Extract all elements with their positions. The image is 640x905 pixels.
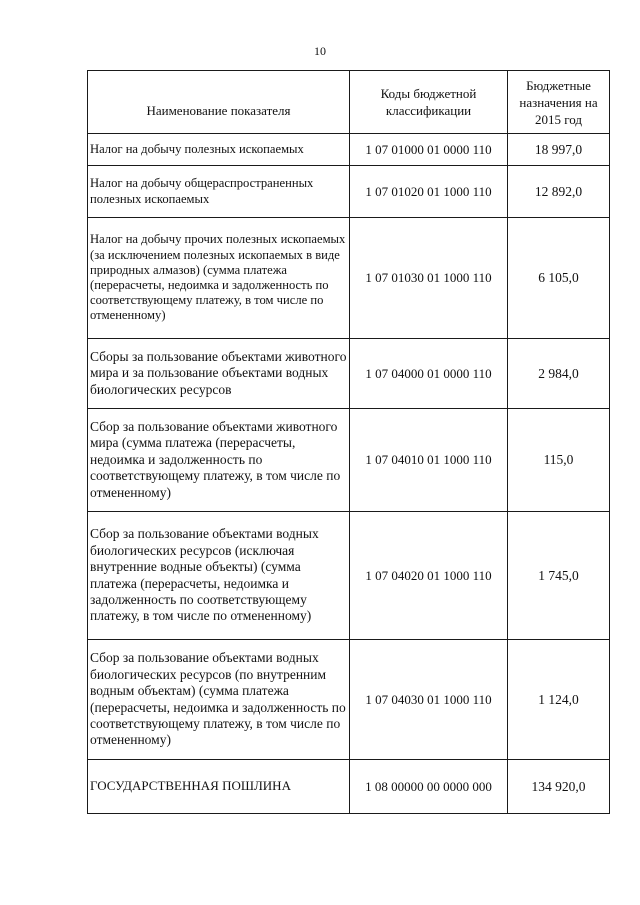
table-row (88, 339, 610, 409)
row-amount: 115,0 (508, 409, 610, 512)
row-name: Налог на добычу полезных ископаемых (88, 134, 350, 166)
row-code: 1 07 01000 01 0000 110 (350, 134, 508, 166)
page-number: 10 (314, 44, 326, 58)
header-code: Коды бюджетной классификации (350, 71, 508, 134)
table-row (88, 409, 610, 512)
budget-table (87, 70, 610, 814)
table-row (88, 134, 610, 166)
row-name: Сбор за пользование объектами водных биологических ресурсов (исключая внутренние водные объекты) (сумма платежа (перерасчеты, недоимка и задолженность по соответствующему платежу, в том числе по отмененному) (88, 512, 350, 640)
table-header-row (88, 71, 610, 134)
row-amount: 2 984,0 (508, 339, 610, 409)
row-amount: 134 920,0 (508, 760, 610, 814)
table-row (88, 760, 610, 814)
row-name: Сбор за пользование объектами водных биологических ресурсов (по внутренним водным объектам) (сумма платежа (перерасчеты, недоимка и задолженность по соответствующему платежу, в том числе по отмененному) (88, 640, 350, 760)
row-name: Сборы за пользование объектами животного мира и за пользование объектами водных биологических ресурсов (88, 339, 350, 409)
header-amount: Бюджетные назначения на 2015 год (508, 71, 610, 134)
table-row (88, 512, 610, 640)
row-amount: 6 105,0 (508, 218, 610, 339)
row-name: Сбор за пользование объектами животного мира (сумма платежа (перерасчеты, недоимка и задолженность по соответствующему платежу, в том числе по отмененному) (88, 409, 350, 512)
row-amount: 1 745,0 (508, 512, 610, 640)
row-code: 1 07 04030 01 1000 110 (350, 640, 508, 760)
row-code: 1 07 01020 01 1000 110 (350, 166, 508, 218)
row-name: Налог на добычу общераспространенных полезных ископаемых (88, 166, 350, 218)
table-row (88, 640, 610, 760)
row-code: 1 07 01030 01 1000 110 (350, 218, 508, 339)
row-code: 1 08 00000 00 0000 000 (350, 760, 508, 814)
row-code: 1 07 04010 01 1000 110 (350, 409, 508, 512)
row-amount: 18 997,0 (508, 134, 610, 166)
table-row (88, 166, 610, 218)
row-name: ГОСУДАРСТВЕННАЯ ПОШЛИНА (88, 760, 350, 814)
row-name: Налог на добычу прочих полезных ископаемых (за исключением полезных ископаемых в виде природных алмазов) (сумма платежа (перерасчеты, недоимка и задолженность по соответствующему платежу, в том числе по отмененному) (88, 218, 350, 339)
header-name: Наименование показателя (88, 71, 350, 134)
row-amount: 1 124,0 (508, 640, 610, 760)
table-row (88, 218, 610, 339)
row-amount: 12 892,0 (508, 166, 610, 218)
row-code: 1 07 04000 01 0000 110 (350, 339, 508, 409)
row-code: 1 07 04020 01 1000 110 (350, 512, 508, 640)
